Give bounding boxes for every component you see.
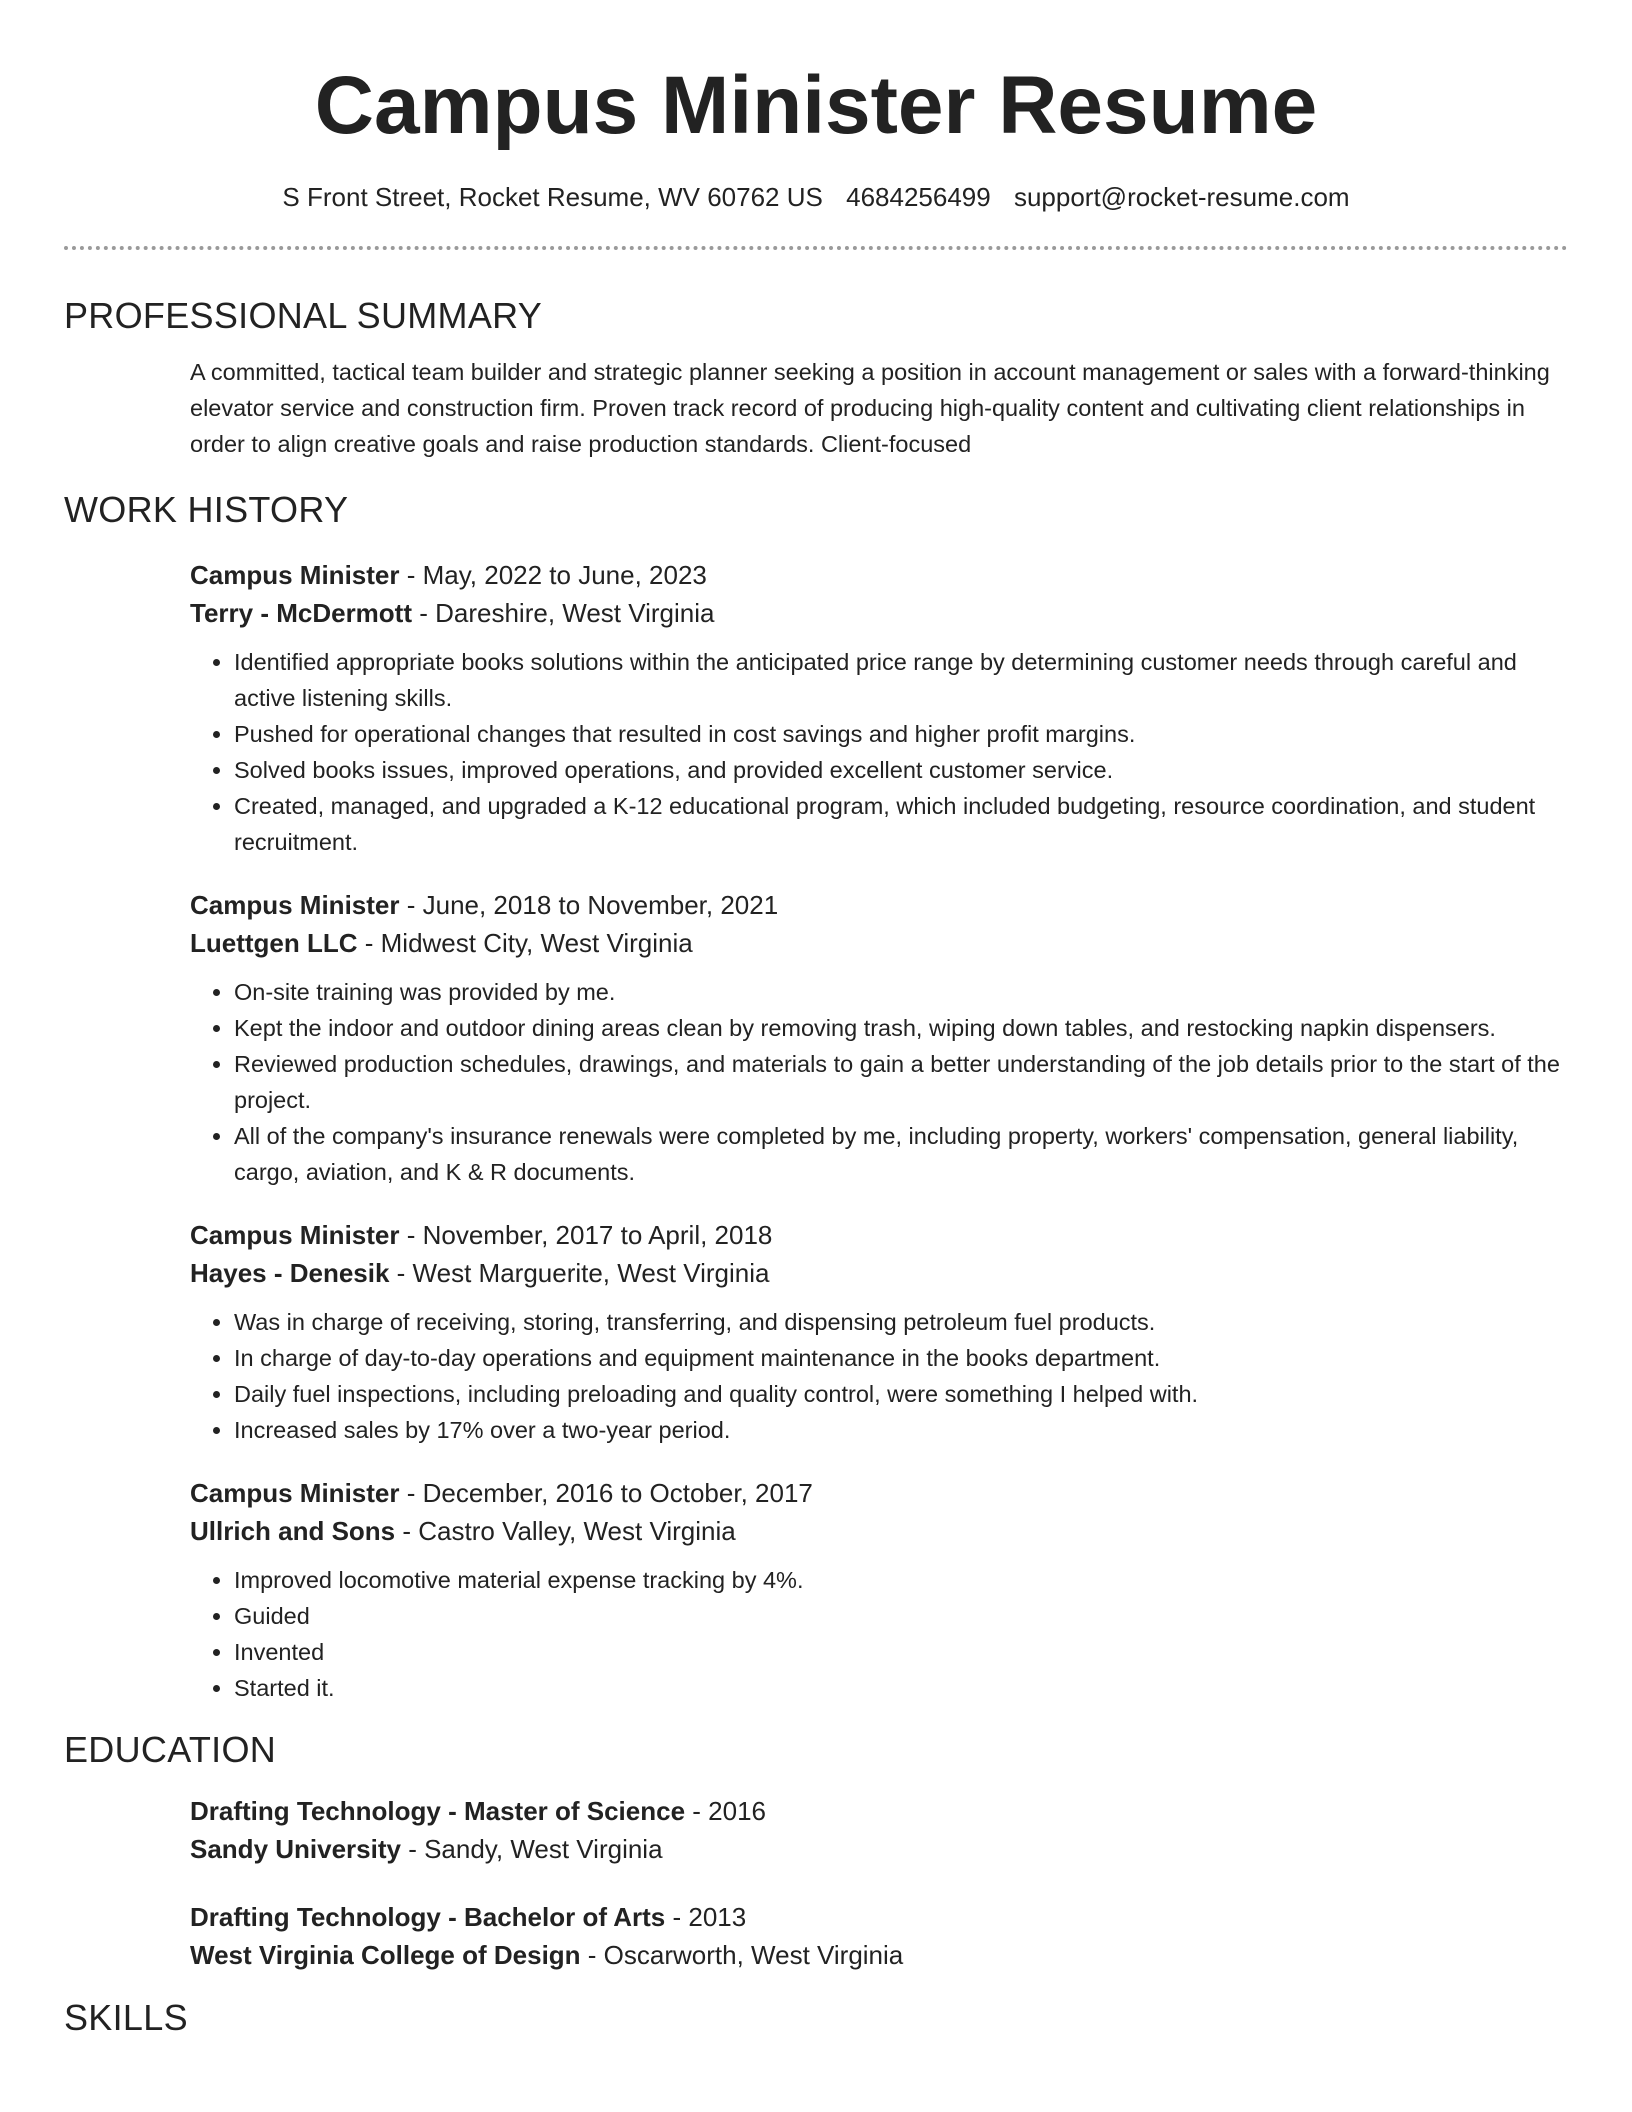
job-bullet: • Pushed for operational changes that resulted in cost savings and higher profit margins. bbox=[234, 716, 1568, 752]
summary-text: A committed, tactical team builder and strategic planner seeking a position in account management or sales with a forward-thinking elevator service and construction firm. Proven track record of producing high-quality content and cultivating client relationships in order to align creative goals and raise production standards. Client-focused bbox=[190, 359, 1550, 457]
job-bullet: • Started it. bbox=[234, 1670, 1568, 1706]
job-entry bbox=[190, 556, 1568, 860]
education-degree: Drafting Technology - Master of Science bbox=[190, 1796, 686, 1826]
education-entry bbox=[190, 1898, 1568, 1974]
job-bullet: • Identified appropriate books solutions within the anticipated price range by determining customer needs through careful and active listening skills. bbox=[234, 644, 1568, 716]
job-bullet: • Increased sales by 17% over a two-year period. bbox=[234, 1412, 1568, 1448]
job-dates: - November, 2017 to April, 2018 bbox=[399, 1220, 773, 1250]
job-bullet: • Daily fuel inspections, including preloading and quality control, were something I helped with. bbox=[234, 1376, 1568, 1412]
job-bullets bbox=[190, 644, 1568, 860]
job-company: Hayes - Denesik bbox=[190, 1258, 390, 1288]
job-bullet: • Invented bbox=[234, 1634, 1568, 1670]
education-year: - 2016 bbox=[685, 1796, 766, 1826]
job-company-line bbox=[190, 1512, 1568, 1550]
job-title: Campus Minister bbox=[190, 890, 400, 920]
job-bullets bbox=[190, 1304, 1568, 1448]
job-company-line bbox=[190, 1254, 1568, 1292]
work-history-heading: WORK HISTORY bbox=[64, 489, 349, 530]
job-bullet: • On-site training was provided by me. bbox=[234, 974, 1568, 1010]
job-bullet: • Created, managed, and upgraded a K-12 educational program, which included budgeting, resource coordination, and student recruitment. bbox=[234, 788, 1568, 860]
education-entry bbox=[190, 1792, 1568, 1868]
skills-heading: SKILLS bbox=[64, 1997, 188, 2038]
job-location: - Castro Valley, West Virginia bbox=[395, 1516, 736, 1546]
education-year: - 2013 bbox=[665, 1902, 747, 1932]
job-title-line bbox=[190, 1216, 1568, 1254]
education-school-line bbox=[190, 1830, 1568, 1868]
job-entry bbox=[190, 1474, 1568, 1706]
education-location: - Sandy, West Virginia bbox=[400, 1834, 663, 1864]
job-title-line bbox=[190, 886, 1568, 924]
summary-heading: PROFESSIONAL SUMMARY bbox=[64, 295, 543, 336]
job-bullets bbox=[190, 1562, 1568, 1706]
contact-email: support@rocket-resume.com bbox=[1013, 182, 1350, 212]
education-degree-line bbox=[190, 1792, 1568, 1830]
job-bullet: • Reviewed production schedules, drawings, and materials to gain a better understanding of the job details prior to the start of the project. bbox=[234, 1046, 1568, 1118]
job-bullet: • Improved locomotive material expense tracking by 4%. bbox=[234, 1562, 1568, 1598]
job-bullets bbox=[190, 974, 1568, 1190]
job-bullet: • In charge of day-to-day operations and equipment maintenance in the books department. bbox=[234, 1340, 1568, 1376]
contact-line bbox=[0, 180, 1632, 214]
job-title: Campus Minister bbox=[190, 560, 400, 590]
job-company-line bbox=[190, 924, 1568, 962]
job-dates: - December, 2016 to October, 2017 bbox=[399, 1478, 813, 1508]
education-location: - Oscarworth, West Virginia bbox=[580, 1940, 904, 1970]
education-degree: Drafting Technology - Bachelor of Arts bbox=[190, 1902, 666, 1932]
job-title: Campus Minister bbox=[190, 1220, 400, 1250]
job-bullet: • All of the company's insurance renewals were completed by me, including property, workers' compensation, general liability, cargo, aviation, and K & R documents. bbox=[234, 1118, 1568, 1190]
education-school: Sandy University bbox=[190, 1834, 401, 1864]
education-school-line bbox=[190, 1936, 1568, 1974]
job-bullet: • Guided bbox=[234, 1598, 1568, 1634]
education-heading: EDUCATION bbox=[64, 1729, 277, 1770]
header-divider bbox=[64, 246, 1568, 250]
job-location: - Midwest City, West Virginia bbox=[357, 928, 693, 958]
job-title: Campus Minister bbox=[190, 1478, 400, 1508]
education-degree-line bbox=[190, 1898, 1568, 1936]
job-dates: - May, 2022 to June, 2023 bbox=[399, 560, 707, 590]
job-bullet: • Solved books issues, improved operations, and provided excellent customer service. bbox=[234, 752, 1568, 788]
job-dates: - June, 2018 to November, 2021 bbox=[399, 890, 779, 920]
job-company-line bbox=[190, 594, 1568, 632]
education-school: West Virginia College of Design bbox=[190, 1940, 581, 1970]
contact-phone: 4684256499 bbox=[846, 182, 991, 212]
job-company: Luettgen LLC bbox=[190, 928, 358, 958]
job-entry bbox=[190, 1216, 1568, 1448]
job-bullet: • Was in charge of receiving, storing, transferring, and dispensing petroleum fuel products. bbox=[234, 1304, 1568, 1340]
job-title-line bbox=[190, 556, 1568, 594]
resume-title: Campus Minister Resume bbox=[314, 60, 1318, 151]
job-entry bbox=[190, 886, 1568, 1190]
contact-address: S Front Street, Rocket Resume, WV 60762 US bbox=[282, 182, 823, 212]
job-bullet: • Kept the indoor and outdoor dining areas clean by removing trash, wiping down tables, and restocking napkin dispensers. bbox=[234, 1010, 1568, 1046]
job-title-line bbox=[190, 1474, 1568, 1512]
job-location: - West Marguerite, West Virginia bbox=[389, 1258, 770, 1288]
job-company: Ullrich and Sons bbox=[190, 1516, 396, 1546]
job-location: - Dareshire, West Virginia bbox=[412, 598, 715, 628]
job-company: Terry - McDermott bbox=[190, 598, 413, 628]
